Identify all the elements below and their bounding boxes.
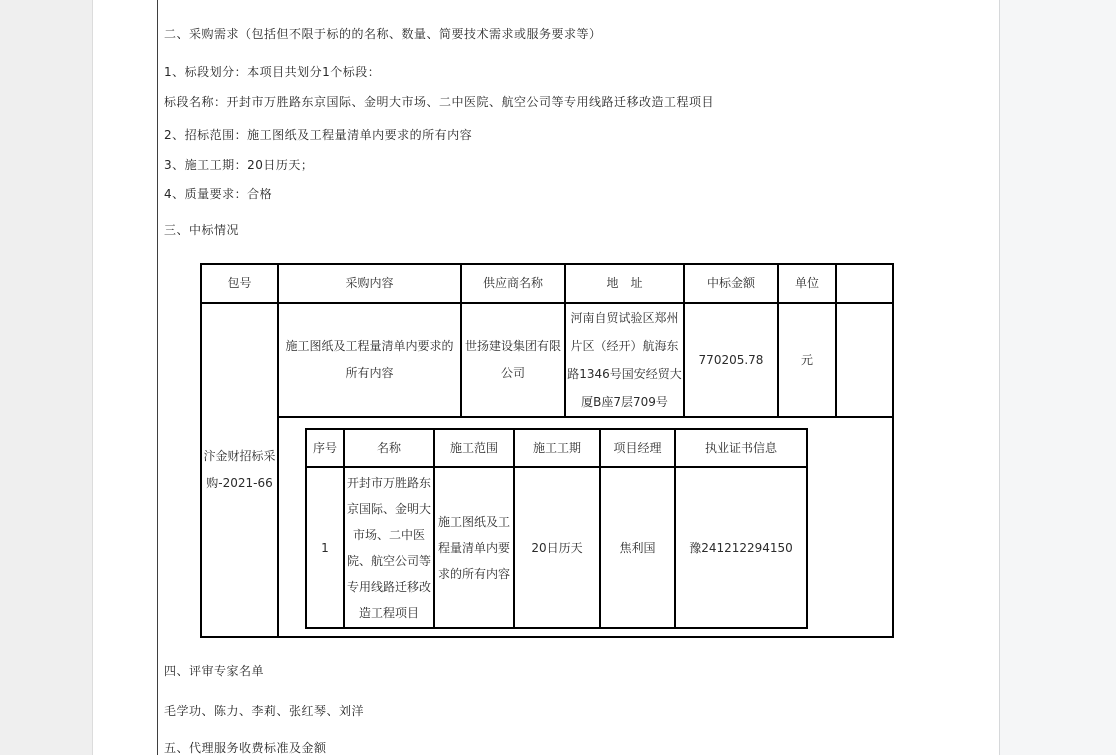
section-3-heading: 三、中标情况 (164, 223, 240, 237)
cell-procurement-content: 施工图纸及工程量清单内要求的所有内容 (278, 303, 461, 417)
detail-header-period: 施工工期 (514, 429, 600, 467)
lot-name-text: 标段名称：开封市万胜路东京国际、金明大市场、二中医院、航空公司等专用线路迁移改造工程项目 (164, 95, 715, 109)
page-right-margin (999, 0, 1116, 755)
header-award-amount: 中标金额 (684, 264, 778, 303)
section-2-heading: 二、采购需求（包括但不限于标的的名称、数量、简要技术需求或服务要求等） (164, 27, 602, 41)
detail-cell-scope: 施工图纸及工程量清单内要求的所有内容 (434, 467, 514, 628)
cell-award-amount: 770205.78 (684, 303, 778, 417)
detail-cell-name: 开封市万胜路东京国际、金明大市场、二中医院、航空公司等专用线路迁移改造工程项目 (344, 467, 434, 628)
detail-header-certificate: 执业证书信息 (675, 429, 807, 467)
detail-table (305, 428, 808, 629)
quality-requirement-text: 4、质量要求：合格 (164, 187, 273, 201)
cell-blank (836, 303, 893, 417)
detail-cell-manager: 焦利国 (600, 467, 675, 628)
cell-supplier-name: 世扬建设集团有限公司 (461, 303, 565, 417)
award-table-data-row (201, 303, 893, 417)
section-5-heading: 五、代理服务收费标准及金额 (164, 741, 327, 755)
detail-table-container (278, 417, 893, 637)
detail-header-serial-no: 序号 (306, 429, 344, 467)
header-unit: 单位 (778, 264, 836, 303)
cell-address: 河南自贸试验区郑州片区（经开）航海东路1346号国安经贸大厦B座7层709号 (565, 303, 684, 417)
announcement-document (157, 0, 999, 755)
cell-package-no: 汴金财招标采购-2021-66 (201, 303, 278, 637)
cell-unit: 元 (778, 303, 836, 417)
page-left-margin (0, 0, 93, 755)
header-procurement-content: 采购内容 (278, 264, 461, 303)
detail-header-manager: 项目经理 (600, 429, 675, 467)
detail-table-data-row (306, 467, 807, 628)
lot-division-text: 1、标段划分：本项目共划分1个标段： (164, 65, 381, 79)
award-table (200, 263, 894, 638)
header-blank (836, 264, 893, 303)
construction-period-text: 3、施工工期：20日历天； (164, 158, 314, 172)
detail-header-name: 名称 (344, 429, 434, 467)
award-table-detail-row (201, 417, 893, 637)
detail-cell-serial-no: 1 (306, 467, 344, 628)
bid-scope-text: 2、招标范围：施工图纸及工程量清单内要求的所有内容 (164, 128, 473, 142)
detail-cell-period: 20日历天 (514, 467, 600, 628)
detail-header-scope: 施工范围 (434, 429, 514, 467)
section-4-heading: 四、评审专家名单 (164, 664, 265, 678)
detail-cell-certificate: 豫241212294150 (675, 467, 807, 628)
header-address: 地 址 (565, 264, 684, 303)
award-table-header-row (201, 264, 893, 303)
header-package-no: 包号 (201, 264, 278, 303)
expert-names-text: 毛学功、陈力、李莉、张红琴、刘洋 (164, 704, 365, 718)
header-supplier-name: 供应商名称 (461, 264, 565, 303)
detail-table-header-row (306, 429, 807, 467)
